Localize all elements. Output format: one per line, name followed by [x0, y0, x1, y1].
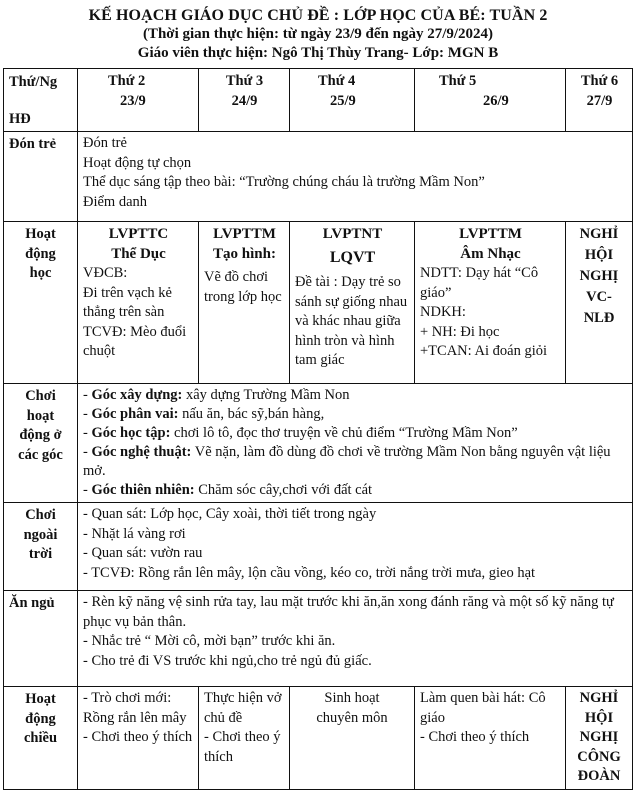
header-thu-6 — [566, 69, 633, 132]
holiday-line: NGHỊ — [579, 268, 619, 284]
domain-label: LVPTTC — [108, 226, 169, 242]
row-label-hoat-dong-chieu — [4, 687, 78, 790]
text-line: - Trò chơi mới: Rồng rắn lên mây — [83, 690, 187, 726]
corner-item: - Góc thiên nhiên: Chăm sóc cây,chơi với đất cát — [83, 482, 373, 498]
text-line: +TCAN: Ai đoán giỏi — [420, 343, 547, 359]
text-line: Thực hiện vở chủ đề — [204, 690, 282, 726]
hdh-thu-3 — [199, 222, 290, 384]
row-hoat-dong-hoc — [4, 222, 633, 384]
label-line: chiều — [23, 730, 58, 746]
corner-name: Góc thiên nhiên: — [91, 482, 195, 498]
corner-bottom-label: HĐ — [9, 110, 31, 127]
domain-label: LVPTNT — [322, 226, 383, 242]
day-label: Thứ 2 — [108, 73, 146, 89]
text-line: - Cho trẻ đi VS trước khi ngủ,cho trẻ ngủ đủ giấc. — [83, 652, 372, 669]
label-line: ngoài — [23, 526, 58, 543]
corner-text: xây dựng Trường Mầm Non — [182, 387, 350, 403]
text-line: - Chơi theo ý thích — [420, 729, 530, 745]
date-label: 23/9 — [120, 92, 146, 109]
text-line: - Chơi theo ý thích — [204, 729, 281, 765]
text-line: Đề tài : Dạy trẻ so sánh sự giống nhau và khác nhau giữa hình tròn và hình tam giác — [295, 274, 408, 368]
subject-label: Thể Dục — [111, 246, 166, 262]
text-line: - Quan sát: Lớp học, Cây xoài, thời tiết trong ngày — [83, 506, 377, 522]
corner-item: - Góc nghệ thuật: Vẽ nặn, làm đồ dùng đồ chơi về trường Mầm Non bằng nguyên vật liệu mở. — [83, 444, 611, 479]
chieu-thu-3 — [199, 687, 290, 790]
subject-label: Âm Nhạc — [460, 246, 521, 262]
label-line: trời — [28, 546, 53, 562]
text-line: - Nhắc trẻ “ Mời cô, mời bạn” trước khi ăn. — [83, 633, 336, 649]
day-label: Thứ 4 — [318, 73, 356, 89]
domain-label: LVPTTM — [213, 226, 276, 242]
text-line: Hoạt động tự chọn — [83, 154, 192, 171]
header-thu-5 — [415, 69, 566, 132]
header-thu-2 — [78, 69, 199, 132]
text-line: Điểm danh — [83, 193, 148, 210]
hdh-thu-5 — [415, 222, 566, 384]
chieu-thu-2 — [78, 687, 199, 790]
label-line: Hoạt — [25, 226, 56, 242]
chieu-thu-4 — [290, 687, 415, 790]
table-header-row — [4, 69, 633, 132]
corner-cell — [4, 69, 78, 132]
date-label: 24/9 — [231, 92, 258, 109]
label-line: động — [25, 245, 56, 262]
text-line: NDKH: — [420, 304, 466, 320]
header-thu-4 — [290, 69, 415, 132]
corner-text: chơi lô tô, đọc thơ truyện về chủ điểm “Trường Mầm Non” — [170, 425, 518, 441]
label-line: các góc — [18, 446, 63, 463]
day-label: Thứ 3 — [225, 73, 264, 89]
corner-text: Vẽ nặn, làm đồ dùng đồ chơi về trường Mầm Non bằng nguyên vật liệu mở. — [83, 444, 611, 479]
row-label-ngoai-troi — [4, 503, 78, 591]
header-thu-3 — [199, 69, 290, 132]
text-line: Làm quen bài hát: Cô giáo — [420, 690, 546, 726]
row-label-choi-goc — [4, 384, 78, 503]
hdh-thu-2 — [78, 222, 199, 384]
text-line: - Chơi theo ý thích — [83, 729, 193, 745]
text-line: Đón trẻ — [83, 135, 127, 151]
hdh-thu-6 — [566, 222, 633, 384]
plan-title: KẾ HOẠCH GIÁO DỤC CHỦ ĐỀ : LỚP HỌC CỦA BÉ: TUẦN 2 — [88, 7, 548, 24]
corner-name: Góc xây dựng: — [91, 387, 183, 403]
text-line: - Nhặt lá vàng rơi — [83, 525, 186, 542]
ngoai-troi-content — [78, 503, 633, 591]
row-label-don-tre: Đón trẻ — [4, 132, 78, 222]
corner-text: nấu ăn, bác sỹ,bán hàng, — [178, 406, 325, 422]
don-tre-content — [78, 132, 633, 222]
holiday-line: NGHỈ — [579, 690, 619, 706]
corner-name: Góc phân vai: — [91, 406, 179, 422]
text-line: Vẽ đồ chơi trong lớp học — [204, 269, 282, 305]
document-header — [0, 6, 636, 63]
label-line: động ở — [19, 427, 62, 443]
row-ngoai-troi — [4, 503, 633, 591]
holiday-line: CÔNG — [577, 748, 621, 765]
subject-label: Tạo hình: — [213, 246, 276, 262]
text-line: + NH: Đi học — [420, 323, 500, 340]
day-label: Thứ 6 — [580, 73, 619, 89]
holiday-line: NGHỊ — [579, 729, 619, 745]
text-line: Đi trên vạch kẻ thẳng trên sàn — [83, 284, 172, 320]
holiday-line: NLĐ — [583, 310, 615, 326]
date-label: 25/9 — [330, 92, 356, 109]
choi-goc-content — [78, 384, 633, 503]
weekly-plan-table — [3, 68, 633, 790]
an-ngu-content — [78, 591, 633, 687]
row-don-tre — [4, 132, 633, 222]
text-line: Sinh hoạt chuyên môn — [316, 690, 388, 726]
corner-text: Chăm sóc cây,chơi với đất cát — [194, 482, 373, 498]
holiday-line: HỘI — [584, 709, 614, 726]
domain-label: LVPTTM — [459, 226, 522, 242]
label-line: học — [29, 265, 52, 281]
text-line: - Quan sát: vườn rau — [83, 545, 203, 561]
row-an-ngu — [4, 591, 633, 687]
row-label-hoat-dong-hoc — [4, 222, 78, 384]
corner-name: Góc nghệ thuật: — [91, 444, 192, 460]
plan-period: (Thời gian thực hiện: từ ngày 23/9 đến ngày 27/9/2024) — [142, 26, 494, 42]
chieu-thu-5 — [415, 687, 566, 790]
label-line: hoạt — [26, 407, 55, 424]
holiday-line: NGHỈ — [579, 226, 619, 242]
subject-label: LQVT — [329, 249, 376, 266]
corner-item: - Góc phân vai: nấu ăn, bác sỹ,bán hàng, — [83, 406, 325, 422]
text-line: Thể dục sáng tập theo bài: “Trường chúng cháu là trường Mầm Non” — [83, 174, 485, 190]
holiday-line: HỘI — [584, 247, 614, 263]
row-choi-goc — [4, 384, 633, 503]
corner-item: - Góc xây dựng: xây dựng Trường Mầm Non — [83, 387, 350, 403]
chieu-thu-6 — [566, 687, 633, 790]
hdh-thu-4 — [290, 222, 415, 384]
text-line: VĐCB: — [83, 265, 128, 281]
text-line: NDTT: Dạy hát “Cô giáo” — [420, 265, 539, 301]
day-label: Thứ 5 — [439, 73, 477, 89]
text-line: - Rèn kỹ năng vệ sinh rửa tay, lau mặt trước khi ăn,ăn xong đánh răng và một số kỹ năng tự phục vụ bản thân. — [83, 594, 614, 630]
label-line: Chơi — [25, 388, 56, 404]
date-label: 26/9 — [483, 92, 509, 109]
holiday-line: ĐOÀN — [577, 768, 621, 784]
text-line: TCVĐ: Mèo đuổi chuột — [83, 323, 187, 359]
row-hoat-dong-chieu — [4, 687, 633, 790]
label-line: Chơi — [25, 507, 56, 523]
label-line: động — [25, 710, 56, 727]
date-label: 27/9 — [586, 92, 613, 109]
row-label-an-ngu: Ăn ngủ — [4, 591, 78, 687]
label-line: Hoạt — [25, 691, 56, 707]
plan-teacher: Giáo viên thực hiện: Ngô Thị Thùy Trang- Lớp: MGN B — [137, 45, 499, 61]
corner-item: - Góc học tập: chơi lô tô, đọc thơ truyện về chủ điểm “Trường Mầm Non” — [83, 425, 518, 441]
corner-name: Góc học tập: — [91, 425, 171, 441]
corner-top-label: Thứ/Ng — [9, 74, 58, 90]
text-line: - TCVĐ: Rồng rắn lên mây, lộn cầu vồng, kéo co, trời nắng trời mưa, gieo hạt — [83, 564, 536, 581]
holiday-line: VC- — [586, 289, 612, 305]
